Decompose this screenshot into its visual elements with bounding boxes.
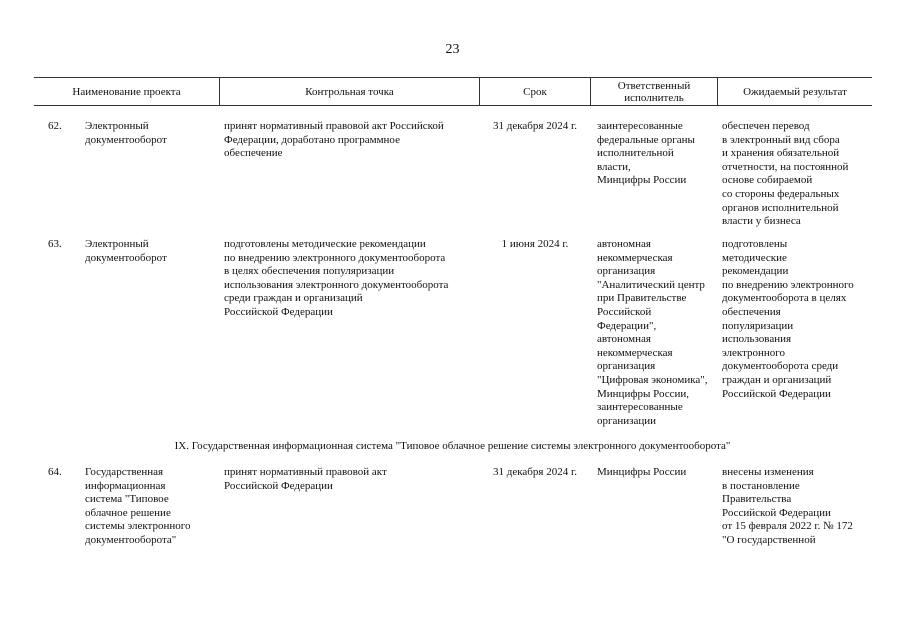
deadline-text: 31 декабря 2024 г.	[493, 466, 577, 478]
header-top-rule	[34, 77, 872, 78]
page-number: 23	[445, 42, 460, 57]
responsible-text: заинтересованные федеральные органы исполнительной власти, Минцифры России	[597, 120, 695, 187]
row-number: 62.	[48, 120, 62, 132]
project-name: Электронный документооборот	[85, 238, 167, 264]
header-responsible: Ответственный исполнитель	[617, 79, 691, 104]
checkpoint-text: принят нормативный правовой акт Российской Федерации	[224, 466, 387, 492]
header-checkpoint: Контрольная точка	[305, 85, 394, 98]
section-title: IX. Государственная информационная система "Типовое облачное решение системы электронного документооборота"	[174, 440, 731, 452]
row-number: 63.	[48, 238, 62, 250]
checkpoint-text: подготовлены методические рекомендации по внедрению электронного документооборота в целях обеспечения популяризации использования электронного документооборота среди граждан и организаций Российской Федерации	[224, 238, 449, 318]
header-bottom-rule	[34, 105, 872, 106]
responsible-text: Минцифры России	[597, 466, 687, 478]
checkpoint-text: принят нормативный правовой акт Российской Федерации, доработано программное обеспечение	[224, 120, 444, 160]
header-deadline: Срок	[523, 85, 547, 98]
header-project: Наименование проекта	[72, 85, 181, 98]
project-name: Государственная информационная система "Типовое облачное решение системы электронного документооборота"	[85, 466, 191, 546]
deadline-text: 1 июня 2024 г.	[501, 238, 569, 250]
result-text: обеспечен перевод в электронный вид сбора и хранения обязательной отчетности, на постоянной основе собираемой со стороны федеральных органов исполнительной власти у бизнеса	[722, 120, 849, 228]
result-text: внесены изменения в постановление Правительства Российской Федерации от 15 февраля 2022 г. № 172 "О государственной	[722, 466, 853, 546]
responsible-text: автономная некоммерческая организация "Аналитический центр при Правительстве Российской Федерации", автономная некоммерческая организация "Цифровая экономика", Минцифры России, заинтересованные организации	[597, 238, 708, 427]
row-number: 64.	[48, 466, 62, 478]
deadline-text: 31 декабря 2024 г.	[493, 120, 577, 132]
header-result: Ожидаемый результат	[743, 85, 847, 98]
result-text: подготовлены методические рекомендации по внедрению электронного документооборота в целях обеспечения популяризации использования электронного документооборота среди граждан и организаций Российской Федерации	[722, 238, 854, 400]
project-name: Электронный документооборот	[85, 120, 167, 146]
